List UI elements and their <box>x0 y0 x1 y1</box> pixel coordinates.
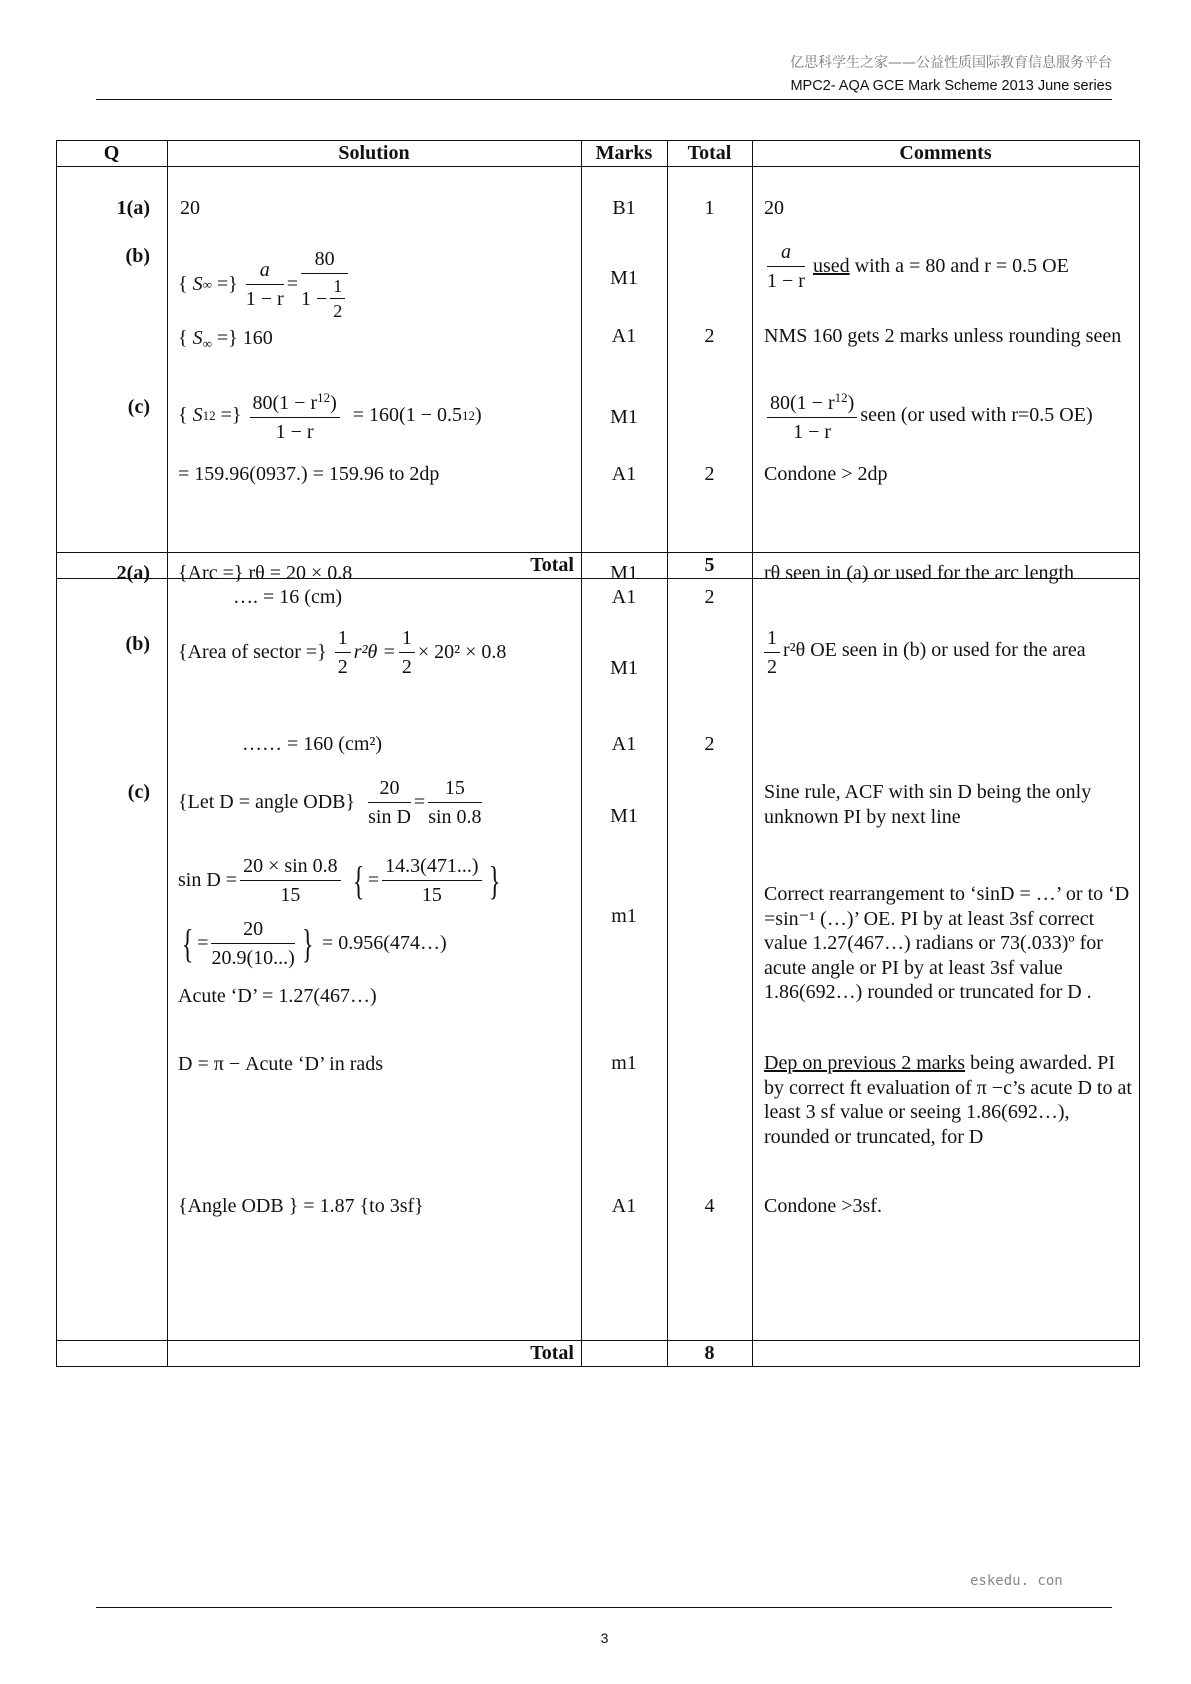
q1b-total: 2 <box>704 325 715 347</box>
q1b-line2-sub: ∞ <box>202 336 212 351</box>
q2a-label: 2(a) <box>116 562 150 584</box>
q2b-comment-half-num: 1 <box>764 626 780 653</box>
q1c-comment-fraction <box>767 386 857 444</box>
q1-total-label: Total <box>530 554 574 576</box>
q2c-frac-20-over-20-9 <box>211 917 294 970</box>
q1c-comment-frac-den: 1 − r <box>793 421 832 443</box>
q1c-comment-frac-num <box>767 386 857 418</box>
q1-total-top-line <box>56 552 1140 553</box>
q1b-frac-num: a <box>246 258 284 285</box>
q2c-sind-lhs: sin D = <box>178 869 238 891</box>
q2b-half-num: 1 <box>335 626 351 653</box>
q2b-prefix: {Area of sector =} <box>178 641 327 663</box>
q2c-mark2: m1 <box>611 905 637 927</box>
q2c-frac5-den: 20.9(10...) <box>211 947 295 969</box>
col-header-solution: Solution <box>338 142 410 164</box>
q1c-comment1 <box>764 386 1093 444</box>
q2-total-value: 8 <box>704 1342 715 1364</box>
q2a-solution-line1: {Arc =} rθ = 20 × 0.8 <box>178 562 353 584</box>
q1c-frac-num <box>250 386 340 418</box>
q1b-frac2-num: 80 <box>301 247 348 274</box>
q2c-comment4: Condone >3sf. <box>764 1195 882 1217</box>
q2c-frac-14 <box>382 854 481 907</box>
q2b-solution-line1 <box>178 626 506 679</box>
q2a-total: 2 <box>704 586 715 608</box>
q2c-frac3-den: 15 <box>280 884 301 906</box>
q2c-mark4: A1 <box>611 1195 637 1217</box>
col-header-comments: Comments <box>899 142 992 164</box>
q1b-line2-eq: =} <box>216 327 238 349</box>
q1a-solution: 20 <box>180 197 200 219</box>
q1b-infinity-sub: ∞ <box>202 276 212 292</box>
q1c-total: 2 <box>704 463 715 485</box>
q1b-half-den: 2 <box>333 301 343 321</box>
q1c-comment-frac-num-text: 80(1 − r <box>770 392 835 414</box>
header-site-name: 亿思科学生之家——公益性质国际教育信息服务平台 <box>790 55 1112 71</box>
col-header-q: Q <box>103 142 120 164</box>
q2b-mid: r²θ = <box>353 641 396 663</box>
q1b-comment-rest: with a = 80 and r = 0.5 OE <box>854 255 1069 277</box>
q2c-solution-line4: Acute ‘D’ = 1.27(467…) <box>178 985 377 1007</box>
q1b-line2-s: S <box>192 327 203 349</box>
q1c-solution-line1: { S 12 =} $\frac{80(1 - r^{12})}{1 - r}$ = 160(1 − 0.5 12 ) <box>178 386 482 444</box>
q2c-frac1-num: 20 <box>368 776 411 803</box>
table-border-left <box>56 140 57 1367</box>
q1c-sub-12: 12 <box>202 407 216 423</box>
q1c-frac-num-text: 80(1 − r <box>252 392 318 414</box>
q2c-prefix: {Let D = angle ODB} <box>178 791 356 813</box>
q1c-frac-num-close: ) <box>330 392 337 414</box>
q2c-total: 4 <box>704 1195 715 1217</box>
q2c-frac-15 <box>428 776 481 829</box>
q2b-comment <box>764 626 1124 679</box>
q1c-solution-line2: = 159.96(0937.) = 159.96 to 2dp <box>178 463 440 485</box>
q2b-half2-num: 1 <box>399 626 415 653</box>
q2b-tail: × 20² × 0.8 <box>417 641 507 663</box>
table-border-bottom <box>56 1366 1140 1367</box>
q1c-comment-frac-num-close: ) <box>847 392 855 414</box>
q1b-line2-value: 160 <box>242 327 273 349</box>
q2c-solution-line6: {Angle ODB } = 1.87 {to 3sf} <box>178 1195 424 1217</box>
footer-rule <box>96 1607 1112 1608</box>
q1c-frac-num-sup: 12 <box>317 390 331 405</box>
q2b-half2-den: 2 <box>401 656 412 678</box>
q2a-mark1: M1 <box>610 562 638 584</box>
q2b-mark1: M1 <box>610 657 638 679</box>
q2c-comment2: Correct rearrangement to ‘sinD = …’ or to ‘D =sin⁻¹ (…)’ OE. PI by at least 3sf correct value 1.27(467…) radians or 73(.033)º for acute angle or PI by at least 3sf value 1.86(692…) rounded or truncated for D . <box>764 883 1130 1003</box>
q1c-rhs-sup: 12 <box>462 407 475 423</box>
q1c-comment-text: seen (or used with r=0.5 OE) <box>860 403 1093 426</box>
q1-total-value: 5 <box>704 554 715 576</box>
q1c-comment2: Condone > 2dp <box>764 463 888 485</box>
q2b-total: 2 <box>704 733 715 755</box>
q2c-comment3-rest: being awarded. PI by correct ft evaluation of π −c’s acute D to at least 3 sf value or seeing 1.86(692…), rounded or truncated, for D <box>764 1052 1132 1148</box>
q1b-fraction-80 <box>301 247 348 321</box>
q2a-comment: rθ seen in (a) or used for the arc length <box>764 562 1075 584</box>
col-header-total: Total <box>687 142 732 164</box>
q1c-comment-frac-num-sup: 12 <box>834 390 848 405</box>
q1c-label: (c) <box>127 396 150 418</box>
col-divider-q <box>167 140 168 1367</box>
q1b-frac-half <box>330 276 345 321</box>
q2c-frac2-num: 15 <box>428 776 481 803</box>
q2c-comment1: Sine rule, ACF with sin D being the only unknown PI by next line <box>764 781 1092 828</box>
q2b-mark2: A1 <box>611 733 637 755</box>
q2c-solution-line3: { = $\frac{20}{20.9(10...)}$ } = 0.956(474…) <box>181 918 447 969</box>
q2c-label: (c) <box>127 781 150 803</box>
col-divider-total <box>752 140 753 1367</box>
q2-total-top-line <box>56 1340 1140 1341</box>
q1c-rhs-close: ) <box>475 403 482 426</box>
q2c-comment3 <box>764 1051 1134 1149</box>
q2b-half-den: 2 <box>337 656 348 678</box>
q1b-frac-den: 1 − r <box>245 287 284 310</box>
q2a-solution-line2: …. = 16 (cm) <box>233 586 343 608</box>
q2c-frac5-num: 20 <box>211 917 294 944</box>
q1b-comment2: NMS 160 gets 2 marks unless rounding seen <box>764 325 1122 347</box>
q2b-comment-half <box>764 626 780 679</box>
q2c-frac2-den: sin 0.8 <box>428 806 482 828</box>
q1b-half-num: 1 <box>330 276 345 299</box>
q2c-comment3-underlined: Dep on previous 2 marks <box>764 1052 966 1074</box>
q1c-s-symbol: S <box>192 403 203 426</box>
page-number: 3 <box>600 1630 609 1646</box>
q1b-comment-frac-den: 1 − r <box>767 270 805 292</box>
q1b-solution-line1: { S ∞ =} $\frac{a}{1 - r}$ = 80 1 − $\frac{1}{2}$ <box>178 247 351 321</box>
q2c-solution-line2: sin D = $\frac{20 \times \sin 0.8}{15}$ { = $\frac{14.3(471...)}{15}$ } <box>178 855 500 906</box>
q1b-comment1 <box>764 240 1069 293</box>
q1a-comment: 20 <box>764 197 784 219</box>
header-document-title: MPC2- AQA GCE Mark Scheme 2013 June series <box>790 78 1112 94</box>
q1b-brace-open: { <box>178 272 188 295</box>
q2b-solution-line2: …… = 160 (cm²) <box>242 733 383 755</box>
header-row-divider <box>56 166 1140 167</box>
q1b-comment-frac-num: a <box>767 240 805 267</box>
q2c-solution-line1: {Let D = angle ODB} $\frac{20}{\text{sin D}}$ = $\frac{15}{\sin 0.8}$ <box>178 777 482 828</box>
q1c-mark2: A1 <box>611 463 637 485</box>
header-rule <box>96 99 1112 100</box>
q1b-label: (b) <box>125 245 150 267</box>
table-border-right <box>1139 140 1140 1367</box>
q1a-total: 1 <box>704 197 715 219</box>
q1a-label: 1(a) <box>116 197 150 219</box>
q1b-mark1: M1 <box>610 267 638 289</box>
q2c-mark1: M1 <box>610 805 638 827</box>
mark-scheme-table <box>56 140 1140 1367</box>
q2-total-label: Total <box>530 1342 574 1364</box>
q2a-mark2: A1 <box>611 586 637 608</box>
q1b-fraction-a <box>246 258 284 311</box>
q1a-mark: B1 <box>612 197 636 219</box>
q1b-mark2: A1 <box>611 325 637 347</box>
q1c-frac-den: 1 − r <box>275 421 314 443</box>
q1b-line2-brace: { <box>178 327 188 349</box>
q1b-s-symbol: S <box>192 272 203 295</box>
q2c-frac-20 <box>368 776 411 829</box>
q1b-comment-used: used <box>812 255 850 277</box>
q2b-label: (b) <box>125 633 150 655</box>
q1c-fraction <box>250 386 340 444</box>
col-header-marks: Marks <box>595 142 653 164</box>
q2b-comment-text: r²θ OE seen in (b) or used for the area <box>783 639 1086 661</box>
q2c-mark3: m1 <box>611 1052 637 1074</box>
q2c-value-0956: = 0.956(474…) <box>322 932 447 954</box>
q2c-frac4-num: 14.3(471...) <box>382 854 481 881</box>
q2b-comment-half-den: 2 <box>767 656 777 678</box>
q1b-solution-line2 <box>178 326 273 356</box>
q2c-frac3-num: 20 × sin 0.8 <box>240 854 341 881</box>
q2b-half-fraction <box>335 626 351 679</box>
q1b-frac2-den <box>301 274 348 321</box>
q1b-frac2-den-prefix: 1 − <box>301 287 328 310</box>
q1c-rhs: = 160(1 − 0.5 <box>352 403 462 426</box>
q2c-solution-line5: D = π − Acute ‘D’ in rads <box>178 1053 384 1075</box>
q2b-half-fraction-2 <box>399 626 415 679</box>
q1b-comment-fraction <box>767 240 805 293</box>
watermark: eskedu. con <box>970 1573 1063 1589</box>
q2c-frac1-den: sin D <box>368 806 411 828</box>
q2c-frac4-den: 15 <box>421 884 442 906</box>
q1b-eq: =} <box>216 272 238 295</box>
q2c-frac-20sin <box>240 854 341 907</box>
q1c-mark1: M1 <box>610 406 638 428</box>
